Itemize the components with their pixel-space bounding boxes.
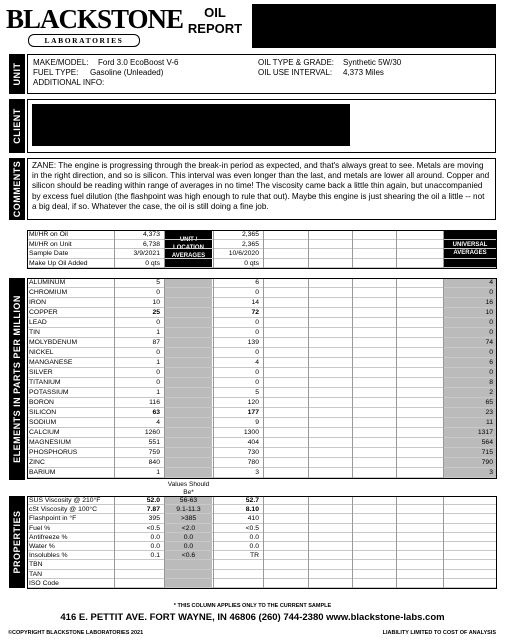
fuel-type-value: Gasoline (Unleaded) xyxy=(90,68,164,77)
row-label: TIN xyxy=(29,329,40,336)
row-label: Antifreeze % xyxy=(29,533,68,541)
sample-2-value: 404 xyxy=(247,439,259,446)
row-label: ISO Code xyxy=(29,579,59,587)
row-label: Fuel % xyxy=(29,524,51,532)
redacted-client-block xyxy=(32,104,350,146)
row-label: COPPER xyxy=(29,309,58,316)
properties-section-tab: PROPERTIES xyxy=(9,496,25,588)
row-label: MOLYBDENUM xyxy=(29,339,78,346)
sample-1-value: 63 xyxy=(152,409,160,416)
sample-2-value: 9 xyxy=(255,419,259,426)
sample-2-value: 177 xyxy=(247,409,259,416)
row-label: SODIUM xyxy=(29,419,57,426)
footer-note: * THIS COLUMN APPLIES ONLY TO THE CURRENT SAMPLE xyxy=(173,603,332,609)
comments-section-tab: COMMENTS xyxy=(9,158,25,220)
universal-average-value: 0 xyxy=(489,349,493,356)
sample-2-value: 1300 xyxy=(243,429,259,436)
redacted-header-block xyxy=(252,4,496,48)
unit-panel xyxy=(27,54,496,94)
grid-border xyxy=(27,278,497,479)
sample-2-value: 72 xyxy=(251,309,259,316)
row-label: BORON xyxy=(29,399,54,406)
universal-average-value: 3 xyxy=(489,469,493,476)
sample-2-value: 2,365 xyxy=(241,240,259,248)
sample-1-value: 3/9/2021 xyxy=(133,250,160,257)
universal-average-value: 23 xyxy=(485,409,493,416)
make-model-value: Ford 3.0 EcoBoost V-6 xyxy=(98,58,179,67)
unit-section-tab: UNIT xyxy=(9,54,25,94)
sample-1-value: 0.1 xyxy=(150,552,160,560)
oil-interval-value: 4,373 Miles xyxy=(343,68,384,77)
row-label: NICKEL xyxy=(29,349,54,356)
universal-average-value: 0 xyxy=(489,319,493,326)
should-be-value: >385 xyxy=(180,515,197,523)
universal-average-value: 790 xyxy=(481,459,493,466)
sample-2-value: 410 xyxy=(247,515,259,523)
row-label: SUS Viscosity @ 210°F xyxy=(29,497,101,504)
row-label: Insolubles % xyxy=(29,552,68,560)
sample-2-value: 0.0 xyxy=(249,533,259,541)
sample-1-value: 759 xyxy=(148,449,160,456)
sample-1-value: 87 xyxy=(152,339,160,346)
footer-address: 416 E. PETTIT AVE. FORT WAYNE, IN 46806 (260) 744-2380 www.blackstone-labs.com xyxy=(60,612,445,623)
should-be-value: 9.1-11.3 xyxy=(176,506,201,514)
sample-1-value: 10 xyxy=(152,299,160,306)
row-label: TAN xyxy=(29,570,43,578)
universal-average-value: 6 xyxy=(489,359,493,366)
sample-2-value: 4 xyxy=(255,359,259,366)
row-label: LEAD xyxy=(29,319,47,326)
sample-1-value: 0 xyxy=(156,319,160,326)
grid-border xyxy=(27,496,497,589)
universal-average-value: 0 xyxy=(489,369,493,376)
additional-info-label: ADDITIONAL INFO: xyxy=(33,78,105,87)
sample-1-value: 0.0 xyxy=(150,543,160,550)
sample-2-value: 120 xyxy=(247,399,259,406)
should-be-value: 56-63 xyxy=(179,497,198,504)
universal-average-value: 65 xyxy=(485,399,493,406)
universal-average-value: 16 xyxy=(485,299,493,306)
sample-2-value: 0 xyxy=(255,289,259,296)
sample-2-value: 5 xyxy=(255,389,259,396)
universal-average-value: 8 xyxy=(489,379,493,386)
values-should-be-header: Values Should Be* xyxy=(167,481,210,496)
universal-averages-header: UNIVERSAL AVERAGES xyxy=(444,230,496,268)
row-label: TBN xyxy=(29,561,43,569)
fuel-type-label: FUEL TYPE: xyxy=(33,68,79,77)
oil-interval-label: OIL USE INTERVAL: xyxy=(258,68,333,77)
sample-2-value: 8.10 xyxy=(245,506,259,514)
universal-average-value: 74 xyxy=(485,339,493,346)
sample-1-value: 1 xyxy=(156,329,160,336)
grid-border xyxy=(27,230,497,269)
universal-average-value: 2 xyxy=(489,389,493,396)
sample-2-value: 6 xyxy=(255,279,259,286)
row-label: SILVER xyxy=(29,369,53,376)
sample-2-value: <0.5 xyxy=(245,524,259,532)
sample-1-value: 1 xyxy=(156,469,160,476)
universal-average-value: 10 xyxy=(485,309,493,316)
blackstone-logo xyxy=(6,4,184,48)
sample-1-value: 1 xyxy=(156,389,160,396)
row-label: MI/HR on Oil xyxy=(29,231,68,238)
sample-1-value: 1 xyxy=(156,359,160,366)
row-label: IRON xyxy=(29,299,46,306)
sample-1-value: 7.87 xyxy=(146,506,160,514)
sample-2-value: 10/6/2020 xyxy=(228,250,259,257)
row-label: PHOSPHORUS xyxy=(29,449,78,456)
row-label: Water % xyxy=(29,543,55,550)
logo-subtitle: LABORATORIES xyxy=(28,34,140,47)
row-label: MANGANESE xyxy=(29,359,73,366)
elements-section-tab: ELEMENTS IN PARTS PER MILLION xyxy=(9,278,25,480)
sample-2-value: 0 qts xyxy=(244,259,259,267)
sample-2-value: 2,365 xyxy=(241,231,259,238)
sample-1-value: 395 xyxy=(148,515,160,523)
row-label: POTASSIUM xyxy=(29,389,69,396)
sample-1-value: 6,738 xyxy=(142,240,160,248)
universal-average-value: 0 xyxy=(489,329,493,336)
sample-1-value: <0.5 xyxy=(146,524,160,532)
sample-1-value: 0 qts xyxy=(145,259,160,267)
row-label: BARIUM xyxy=(29,469,56,476)
row-label: MI/HR on Unit xyxy=(29,240,72,248)
row-label: MAGNESIUM xyxy=(29,439,71,446)
row-label: SILICON xyxy=(29,409,57,416)
row-label: ZINC xyxy=(29,459,45,466)
sample-2-value: 0 xyxy=(255,349,259,356)
sample-1-value: 1260 xyxy=(144,429,160,436)
sample-1-value: 0 xyxy=(156,289,160,296)
sample-2-value: TR xyxy=(249,552,259,560)
unit-location-averages-header: UNIT / LOCATION AVERAGES xyxy=(165,230,212,268)
footer-liability: LIABILITY LIMITED TO COST OF ANALYSIS xyxy=(382,630,496,636)
sample-info-grid xyxy=(27,230,496,270)
universal-average-value: 11 xyxy=(485,419,493,426)
properties-grid xyxy=(27,496,496,588)
make-model-label: MAKE/MODEL: xyxy=(33,58,89,67)
sample-2-value: 14 xyxy=(251,299,259,306)
sample-1-value: 551 xyxy=(148,439,160,446)
sample-1-value: 52.0 xyxy=(146,497,160,504)
footer-copyright: ©COPYRIGHT BLACKSTONE LABORATORIES 2021 xyxy=(8,630,144,636)
sample-2-value: 0 xyxy=(255,369,259,376)
universal-average-value: 564 xyxy=(481,439,493,446)
sample-2-value: 52.7 xyxy=(245,497,259,504)
sample-1-value: 5 xyxy=(156,279,160,286)
sample-1-value: 4,373 xyxy=(142,231,160,238)
row-label: Make Up Oil Added xyxy=(29,259,88,267)
sample-1-value: 840 xyxy=(148,459,160,466)
sample-1-value: 0 xyxy=(156,379,160,386)
should-be-value: 0.0 xyxy=(183,543,194,550)
row-label: CHROMIUM xyxy=(29,289,68,296)
row-label: ALUMINUM xyxy=(29,279,66,286)
sample-2-value: 3 xyxy=(255,469,259,476)
comments-text: ZANE: The engine is progressing through the break-in period as expected, and that's always great to see. Metals are moving in the right direction, and so is silicon. This interval was even longer than the last, and metals are lower all around. Copper and silicon should be reading within range of averages in no time! The viscosity came back a little thin again, but unaccompanied by excess fuel dilution (the flashpoint was high enough to rule that out). Maybe this engine is just shearing the oil a little -- not a big deal, if so. Whatever the case, the oil is still doing a fine job. xyxy=(27,158,496,220)
oil-type-value: Synthetic 5W/30 xyxy=(343,58,402,67)
should-be-value: 0.0 xyxy=(183,533,194,541)
sample-2-value: 780 xyxy=(247,459,259,466)
sample-2-value: 0 xyxy=(255,319,259,326)
client-panel xyxy=(27,99,496,153)
should-be-value: <0.6 xyxy=(181,552,196,560)
sample-2-value: 0 xyxy=(255,379,259,386)
row-label: cSt Viscosity @ 100°C xyxy=(29,506,98,514)
oil-type-label: OIL TYPE & GRADE: xyxy=(258,58,335,67)
row-label: Sample Date xyxy=(29,250,69,257)
row-label: TITANIUM xyxy=(29,379,61,386)
sample-1-value: 116 xyxy=(149,399,160,406)
universal-average-value: 4 xyxy=(489,279,493,286)
sample-2-value: 0.0 xyxy=(249,543,259,550)
sample-1-value: 25 xyxy=(152,309,160,316)
should-be-value: <2.0 xyxy=(181,524,196,532)
row-label: Flashpoint in °F xyxy=(29,515,77,523)
logo-name: BLACKSTONE xyxy=(6,4,184,34)
universal-average-value: 1317 xyxy=(477,429,493,436)
sample-2-value: 730 xyxy=(247,449,259,456)
sample-1-value: 4 xyxy=(156,419,160,426)
sample-1-value: 0 xyxy=(156,349,160,356)
report-title: OIL REPORT xyxy=(187,5,243,36)
sample-1-value: 0.0 xyxy=(150,533,160,541)
universal-average-value: 0 xyxy=(489,289,493,296)
sample-2-value: 0 xyxy=(255,329,259,336)
elements-grid xyxy=(27,278,496,478)
row-label: CALCIUM xyxy=(29,429,60,436)
client-section-tab: CLIENT xyxy=(9,99,25,153)
sample-1-value: 0 xyxy=(156,369,160,376)
sample-2-value: 139 xyxy=(247,339,259,346)
universal-average-value: 715 xyxy=(481,449,493,456)
